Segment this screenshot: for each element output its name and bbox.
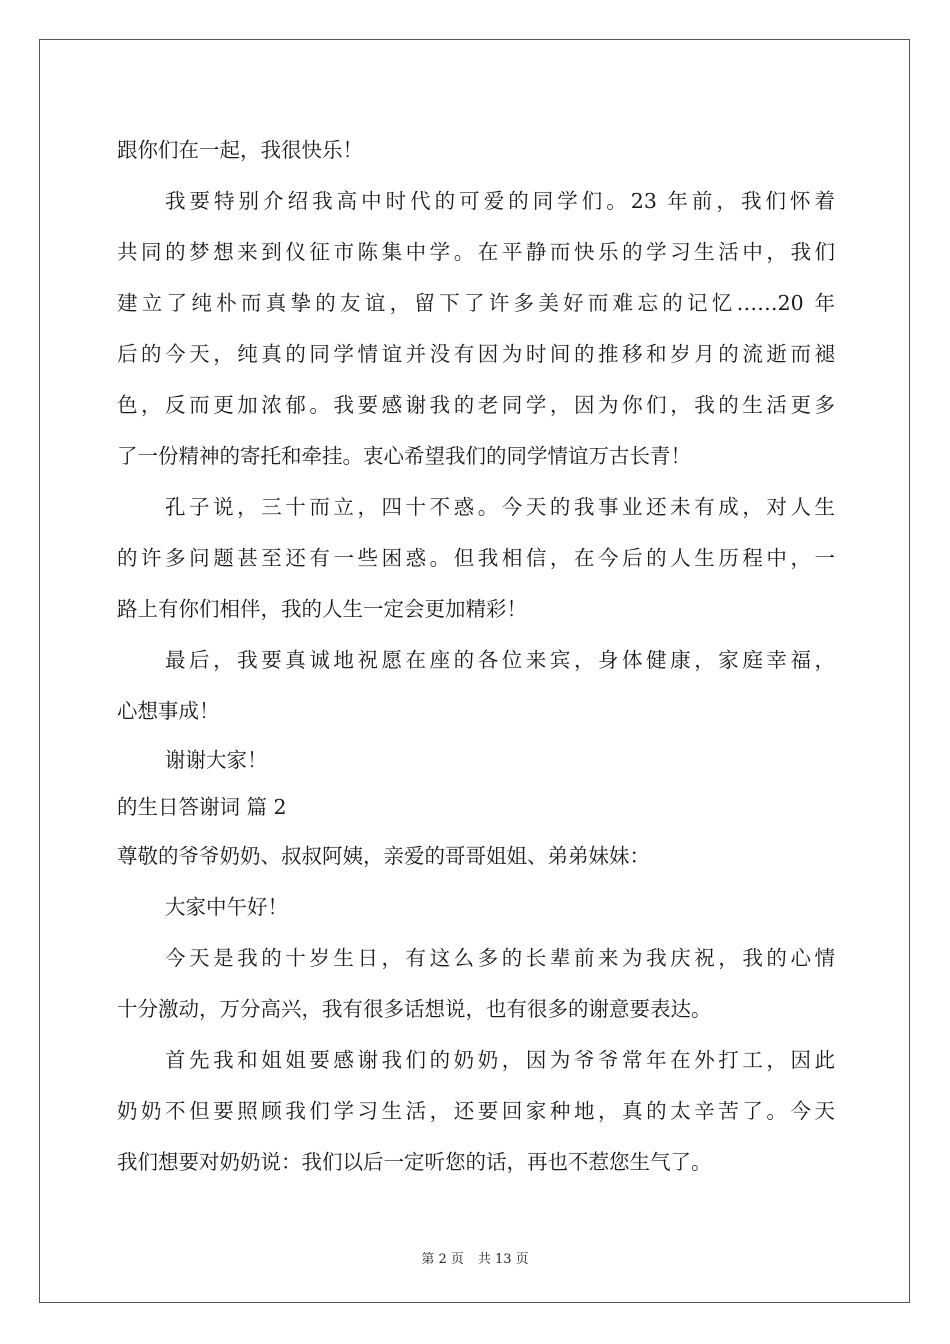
section-heading: 的生日答谢词 篇 2 [117,795,287,819]
page-footer [0,1248,950,1267]
paragraph-line: 十分激动，万分高兴，我有很多话想说，也有很多的谢意要表达。 [117,997,712,1021]
paragraph-line: 我们想要对奶奶说：我们以后一定听您的话，再也不惹您生气了。 [117,1150,712,1174]
paragraph-line: 今天是我的十岁生日，有这么多的长辈前来为我庆祝，我的心情 [165,946,835,970]
greeting-line: 大家中午好！ [165,895,288,919]
paragraph-line: 谢谢大家！ [165,748,268,772]
paragraph-line: 的许多问题甚至还有一些困惑。但我相信，在今后的人生历程中，一 [117,546,835,570]
paragraph-line: 跟你们在一起，我很快乐！ [117,138,363,162]
page-total: 共 13 页 [477,1252,529,1267]
paragraph-line: 奶奶不但要照顾我们学习生活，还要回家种地，真的太辛苦了。今天 [117,1099,835,1123]
paragraph-line: 了一份精神的寄托和牵挂。衷心希望我们的同学情谊万古长青！ [117,444,691,468]
salutation-line: 尊敬的爷爷奶奶、叔叔阿姨，亲爱的哥哥姐姐、弟弟妹妹： [117,844,650,868]
paragraph-line: 我要特别介绍我高中时代的可爱的同学们。23 年前，我们怀着 [165,189,835,213]
paragraph-line: 心想事成！ [117,699,220,723]
paragraph-line: 建立了纯朴而真挚的友谊，留下了许多美好而难忘的记忆……20 年 [117,291,835,315]
document-body [117,125,835,1188]
paragraph-line: 最后，我要真诚地祝愿在座的各位来宾，身体健康，家庭幸福， [165,648,835,672]
paragraph-line: 色，反而更加浓郁。我要感谢我的老同学，因为你们，我的生活更多 [117,393,835,417]
paragraph-line: 路上有你们相伴，我的人生一定会更加精彩！ [117,597,527,621]
paragraph-line: 后的今天，纯真的同学情谊并没有因为时间的推移和岁月的流逝而褪 [117,342,835,366]
paragraph-line: 共同的梦想来到仪征市陈集中学。在平静而快乐的学习生活中，我们 [117,240,835,264]
page-number: 第 2 页 [421,1252,464,1267]
paragraph-line: 孔子说，三十而立，四十不惑。今天的我事业还未有成，对人生 [165,495,835,519]
paragraph-line: 首先我和姐姐要感谢我们的奶奶，因为爷爷常年在外打工，因此 [165,1048,835,1072]
